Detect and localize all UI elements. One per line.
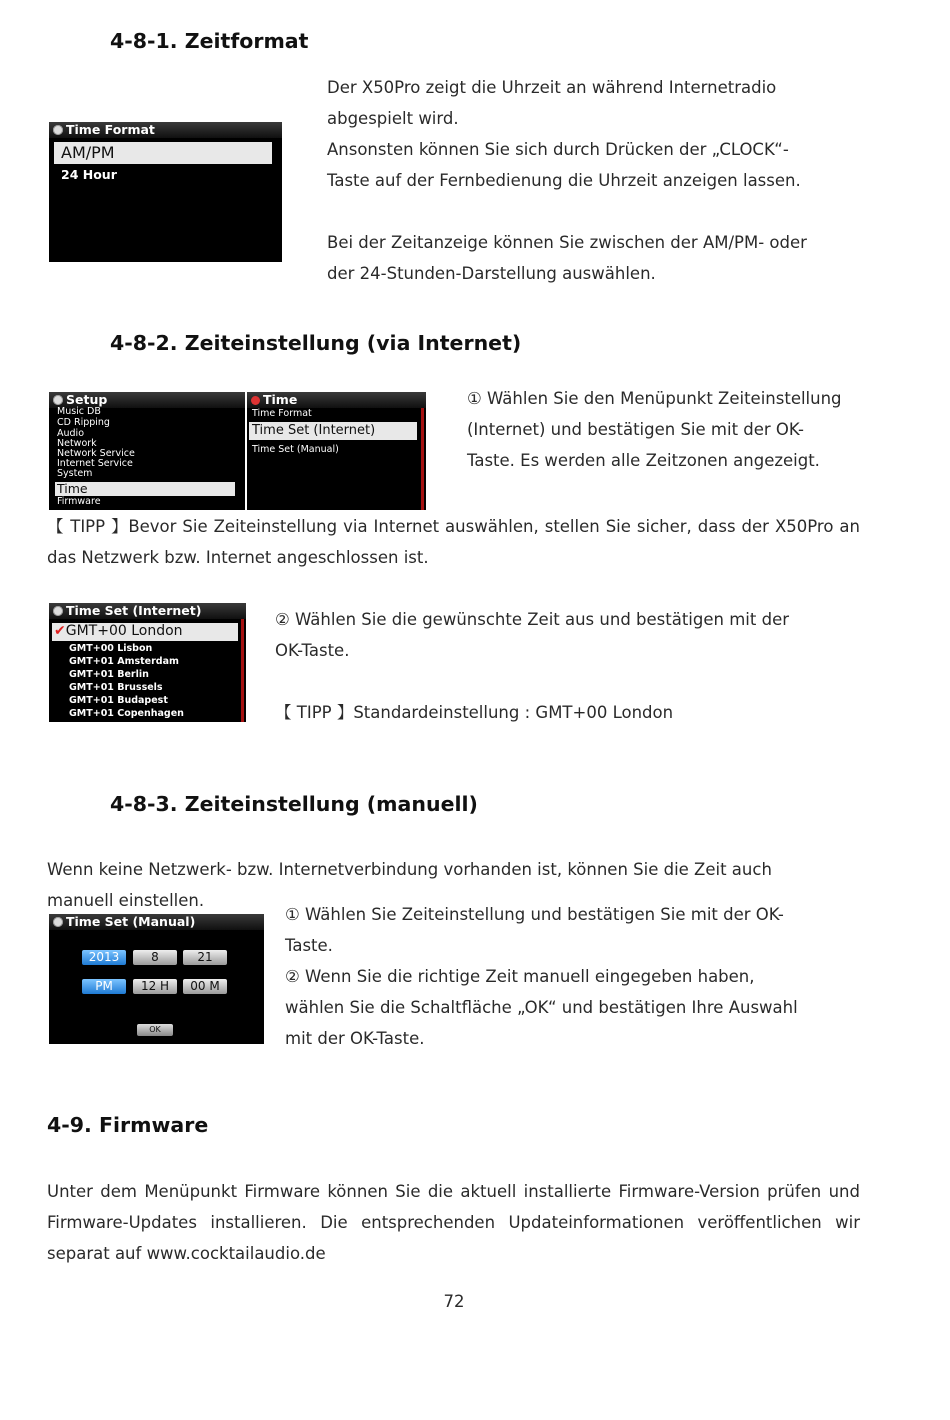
manual-steps: ① Wählen Sie Zeiteinstellung und bestätigen Sie mit der OK- Taste. ② Wenn Sie die richtige Zeit manuell eingegeben haben, wählen Sie die Schaltfläche „OK“ und bestätigen Ihre Auswahl mit der OK-Taste.	[285, 905, 798, 1048]
screen-title-bar: Time Set (Internet)	[49, 603, 246, 619]
menu-item-24hour: 24 Hour	[61, 167, 117, 182]
heading-4-8-3: 4-8-3. Zeiteinstellung (manuell)	[110, 792, 478, 816]
zone-item: GMT+01 Berlin	[69, 669, 149, 680]
step1-text: ① Wählen Sie den Menüpunkt Zeiteinstellung (Internet) und bestätigen Sie mit der OK- Taste. Es werden alle Zeitzonen angezeigt.	[467, 389, 842, 470]
tip-default-zone: 【 TIPP 】Standardeinstellung : GMT+00 London	[275, 703, 674, 722]
menu-item: System	[57, 468, 93, 479]
menu-item: Music DB	[57, 406, 101, 417]
month-spinner: 8	[133, 950, 177, 965]
menu-item: Audio	[57, 428, 85, 439]
year-spinner: 2013	[82, 950, 126, 965]
firmware-text: Unter dem Menüpunkt Firmware können Sie die aktuell installierte Firmware-Version prüfen und Firmware-Updates installieren. Die entsprechenden Updateinformationen veröffentlichen wir separat auf www.cocktailaudio.de	[47, 1182, 860, 1263]
menu-item: CD Ripping	[57, 417, 110, 428]
menu-item: Network Service	[57, 448, 135, 459]
menu-item-time-set-internet: Time Set (Internet)	[252, 423, 376, 438]
zeitformat-description: Der X50Pro zeigt die Uhrzeit an während Internetradio abgespielt wird. Ansonsten können Sie sich durch Drücken der „CLOCK“- Taste auf der Fernbedienung die Uhrzeit anzeigen lassen. Bei der Zeitanzeige können Sie zwischen der AM/PM- oder der 24-Stunden-Darstellung auswählen.	[327, 78, 807, 283]
day-spinner: 21	[183, 950, 227, 965]
menu-item: Time Set (Manual)	[252, 444, 339, 455]
checkmark-icon: ✔	[54, 623, 66, 639]
ok-button: OK	[137, 1024, 173, 1036]
time-menu-screen	[247, 392, 426, 510]
menu-item: Internet Service	[57, 458, 133, 469]
menu-item: Firmware	[57, 496, 101, 507]
zone-item: GMT+01 Budapest	[69, 695, 168, 706]
zone-item: GMT+01 Brussels	[69, 682, 163, 693]
manual-time-screen	[49, 914, 264, 1044]
gear-icon	[53, 125, 63, 135]
screen-title-bar: Time	[247, 392, 426, 408]
heading-4-8-2: 4-8-2. Zeiteinstellung (via Internet)	[110, 331, 522, 355]
clock-icon	[251, 396, 260, 405]
time-format-screen	[49, 122, 282, 262]
zone-item-selected: ✔GMT+00 London	[54, 623, 183, 639]
zone-item: GMT+01 Amsterdam	[69, 656, 179, 667]
menu-item-time: Time	[57, 481, 88, 496]
zone-item: GMT+01 Copenhagen	[69, 708, 184, 719]
gear-icon	[53, 395, 63, 405]
gear-icon	[53, 917, 63, 927]
timezone-screen	[49, 603, 246, 722]
step2-text: ② Wählen Sie die gewünschte Zeit aus und bestätigen mit der OK-Taste. 【 TIPP 】Standardeinstellung : GMT+00 London	[275, 604, 835, 728]
screen-title-bar: Time Set (Manual)	[49, 914, 264, 930]
tip-internet: 【 TIPP 】Bevor Sie Zeiteinstellung via Internet auswählen, stellen Sie sicher, dass der X50Pro an das Netzwerk bzw. Internet angeschlossen ist.	[47, 517, 860, 567]
screen-title-bar: Time Format	[49, 122, 282, 138]
heading-4-8-1: 4-8-1. Zeitformat	[110, 29, 309, 53]
ampm-spinner: PM	[82, 979, 126, 994]
minute-spinner: 00 M	[183, 979, 227, 994]
menu-item: Network	[57, 438, 97, 449]
menu-item-ampm: AM/PM	[61, 143, 115, 162]
manual-intro: Wenn keine Netzwerk- bzw. Internetverbindung vorhanden ist, können Sie die Zeit auch manuell einstellen.	[47, 860, 772, 910]
zone-item: GMT+00 Lisbon	[69, 643, 153, 654]
gear-icon	[53, 606, 63, 616]
page-number: 72	[443, 1292, 465, 1311]
menu-item: Time Format	[252, 408, 312, 419]
screen-title-bar: Setup	[49, 392, 245, 408]
setup-screen	[49, 392, 245, 510]
heading-4-9: 4-9. Firmware	[47, 1113, 209, 1137]
hour-spinner: 12 H	[133, 979, 177, 994]
